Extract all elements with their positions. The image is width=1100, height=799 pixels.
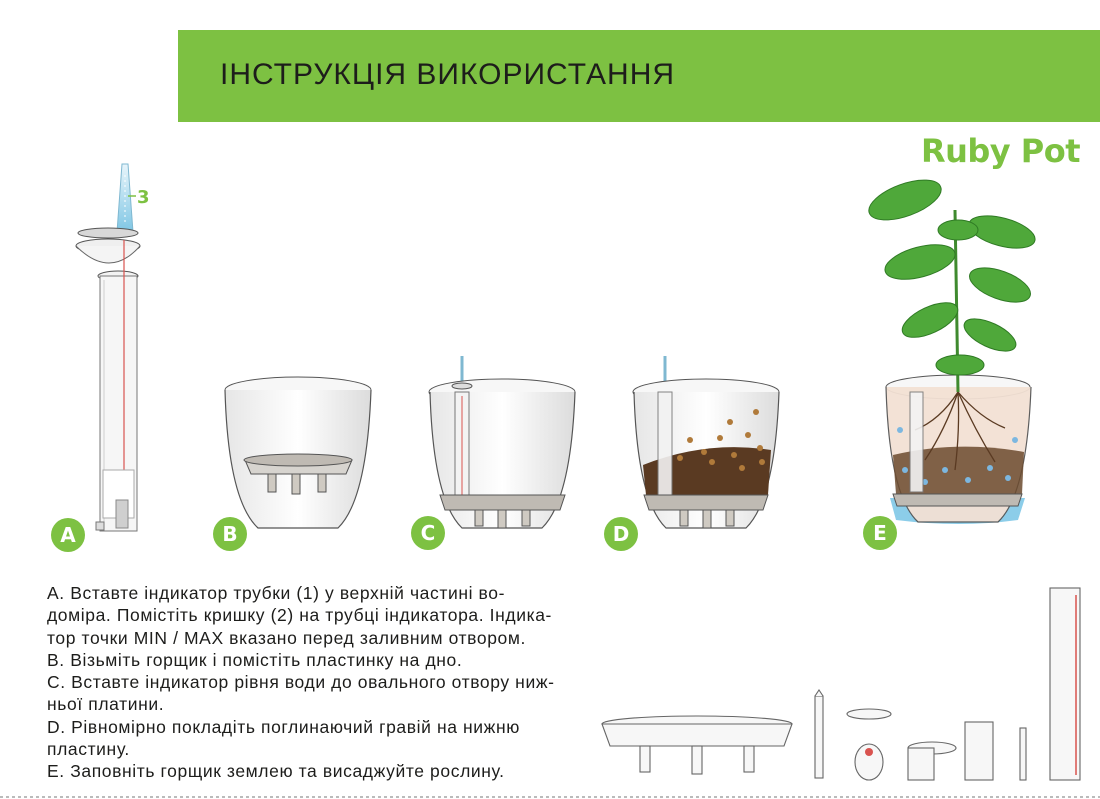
callout-number: 3 [137, 187, 150, 208]
step-badge-a: A [51, 518, 85, 552]
pot-e-illustration [864, 172, 1039, 524]
pot-b-illustration [225, 377, 371, 528]
instruction-line: пластину. [47, 739, 130, 760]
brand-logo-text: Ruby Pot [920, 132, 1080, 170]
instruction-line: A. Вставте індикатор трубки (1) у верхній частині во- [47, 583, 506, 603]
step-badge-c: C [411, 516, 445, 550]
step-badge-b: B [213, 517, 247, 551]
instruction-line: E. Заповніть горщик землею та висаджуйте рослину. [47, 761, 505, 782]
pot-d-illustration [633, 356, 779, 528]
pot-c-illustration [429, 356, 575, 528]
step-badge-e: E [863, 516, 897, 550]
indicator-tube-illustration [76, 164, 140, 531]
instruction-line: ньої платини. [47, 694, 165, 715]
page-title: ІНСТРУКЦІЯ ВИКОРИСТАННЯ [220, 58, 676, 91]
parts-illustration [602, 588, 1080, 780]
instruction-line: C. Вставте індикатор рівня води до овального отвору ниж- [47, 672, 555, 693]
instructions-text [47, 582, 607, 783]
step-badge-d: D [604, 517, 638, 551]
bottom-divider [0, 796, 1100, 798]
instruction-line: B. Візьміть горщик і помістіть пластинку на дно. [47, 649, 463, 670]
instruction-line: D. Рівномірно покладіть поглинаючий гравій на нижню [47, 716, 520, 737]
instruction-line: тор точки MIN / MAX вказано перед заливним отвором. [47, 627, 526, 648]
instruction-line: доміра. Помістіть кришку (2) на трубці індикатора. Індика- [47, 605, 552, 626]
